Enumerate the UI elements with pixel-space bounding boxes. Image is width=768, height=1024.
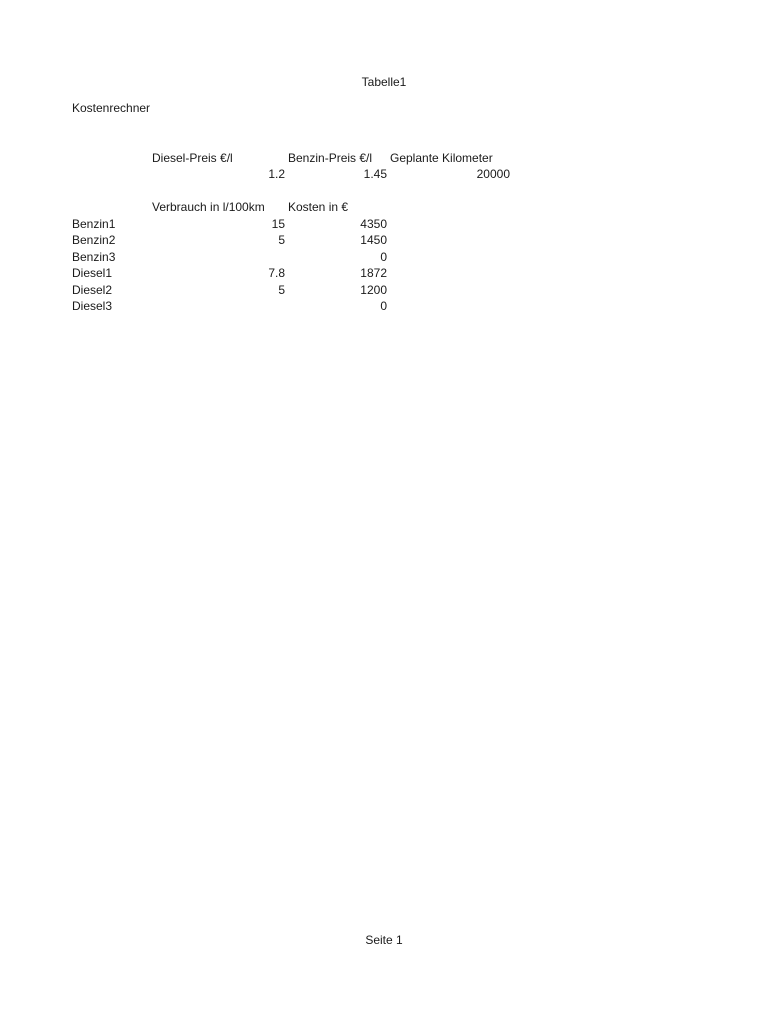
consumption-column-header: Verbrauch in l/100km (152, 200, 265, 214)
table-row (0, 282, 768, 298)
benzin-price-value: 1.45 (363, 167, 387, 181)
table-row (0, 265, 768, 281)
cost-cell: 1450 (360, 233, 387, 247)
table-row (0, 216, 768, 232)
page-footer: Seite 1 (365, 933, 403, 947)
row-label: Benzin2 (72, 233, 116, 247)
diesel-price-value: 1.2 (268, 167, 285, 181)
consumption-cell: 5 (278, 283, 285, 297)
table-row (0, 249, 768, 265)
cost-cell: 1872 (360, 266, 387, 280)
table-row (0, 232, 768, 248)
cost-cell: 0 (380, 299, 387, 313)
table-row (0, 298, 768, 314)
consumption-cell: 7.8 (268, 266, 285, 280)
page-header: Tabelle1 (361, 75, 407, 89)
consumption-cell: 15 (271, 217, 285, 231)
cost-cell: 0 (380, 250, 387, 264)
sheet-title: Kostenrechner (72, 101, 151, 115)
cost-cell: 4350 (360, 217, 387, 231)
row-label: Diesel2 (72, 283, 113, 297)
diesel-price-label: Diesel-Preis €/l (152, 151, 233, 165)
row-label: Benzin1 (72, 217, 116, 231)
cost-column-header: Kosten in € (288, 200, 349, 214)
row-label: Diesel3 (72, 299, 113, 313)
row-label: Diesel1 (72, 266, 113, 280)
row-label: Benzin3 (72, 250, 116, 264)
cost-cell: 1200 (360, 283, 387, 297)
consumption-cell: 5 (278, 233, 285, 247)
planned-km-value: 20000 (476, 167, 510, 181)
benzin-price-label: Benzin-Preis €/l (288, 151, 373, 165)
planned-km-label: Geplante Kilometer (390, 151, 493, 165)
